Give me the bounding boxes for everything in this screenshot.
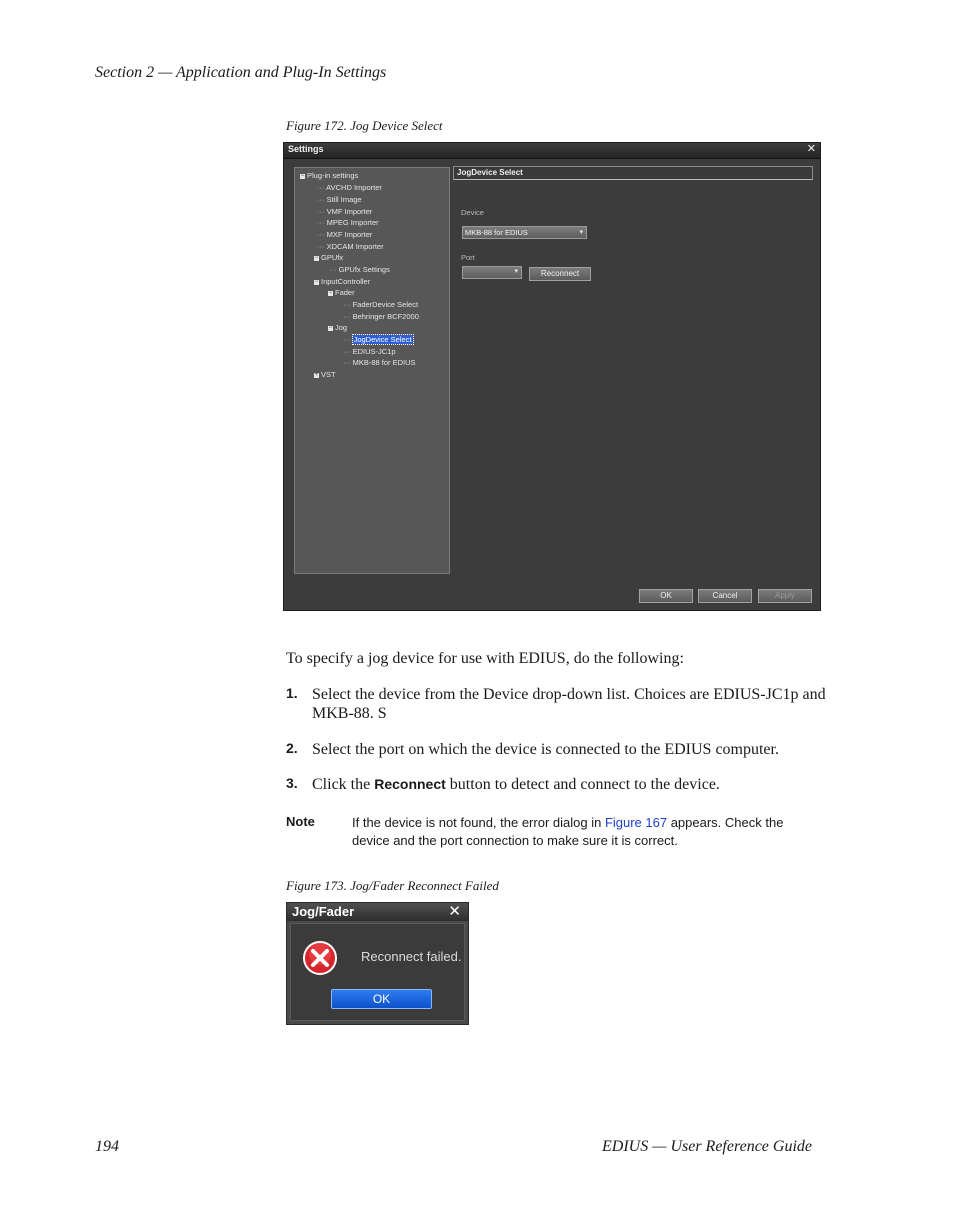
tree-item[interactable]: − Fader xyxy=(328,288,355,297)
tree-item[interactable]: − Plug-in settings xyxy=(300,171,359,180)
port-dropdown[interactable] xyxy=(462,266,522,279)
jog-fader-dialog xyxy=(286,902,469,1025)
section-header: Section 2 — Application and Plug-In Settings xyxy=(95,64,387,81)
tree-item[interactable]: + VST xyxy=(314,370,336,379)
tree-item[interactable]: − InputController xyxy=(314,277,371,286)
tree-item[interactable]: ··· EDIUS-JC1p xyxy=(343,347,396,356)
tree-item[interactable]: ··· Behringer BCF2000 xyxy=(343,312,419,321)
tree-item[interactable]: ··· Still Image xyxy=(317,195,362,204)
reconnect-command: Reconnect xyxy=(374,776,446,792)
tree-item[interactable]: − GPUfx xyxy=(314,253,344,262)
reconnect-button[interactable]: Reconnect xyxy=(529,267,591,281)
ok-button[interactable]: OK xyxy=(331,989,432,1009)
device-dropdown[interactable]: MKB-88 for EDIUS ▾ xyxy=(462,226,587,239)
plus-box-icon[interactable]: + xyxy=(314,372,319,378)
note-text: If the device is not found, the error dialog in Figure 167 appears. Check the device and the port connection to make sure it is correct. xyxy=(352,815,784,848)
panel-header xyxy=(453,166,813,180)
footer-title: EDIUS — User Reference Guide xyxy=(602,1138,813,1155)
minus-box-icon[interactable]: − xyxy=(328,290,333,296)
tree-item[interactable]: ··· MXF Importer xyxy=(317,230,373,239)
chevron-down-icon: ▾ xyxy=(514,268,518,275)
jog-fader-titlebar[interactable] xyxy=(287,903,468,921)
close-icon[interactable]: ✕ xyxy=(448,903,461,920)
error-message: Reconnect failed. xyxy=(361,949,462,964)
minus-box-icon[interactable]: − xyxy=(314,279,319,285)
tree-item[interactable]: ··· MPEG Importer xyxy=(317,218,379,227)
minus-box-icon[interactable]: − xyxy=(300,173,305,179)
port-label: Port xyxy=(461,253,475,262)
minus-box-icon[interactable]: − xyxy=(314,255,319,261)
tree-item[interactable]: ··· VMF Importer xyxy=(317,207,373,216)
jog-fader-title: Jog/Fader xyxy=(292,904,355,919)
plugin-settings-tree xyxy=(294,167,450,574)
chevron-down-icon: ▾ xyxy=(579,229,583,236)
figure-173-caption: Figure 173. Jog/Fader Reconnect Failed xyxy=(286,878,499,893)
tree-item[interactable]: ··· MKB-88 for EDIUS xyxy=(343,358,416,367)
intro-paragraph: To specify a jog device for use with EDIUS, do the following: xyxy=(286,650,684,667)
settings-title: Settings xyxy=(288,144,324,154)
error-x-icon xyxy=(302,940,338,976)
tree-item[interactable]: ··· GPUfx Settings xyxy=(329,265,390,274)
tree-item[interactable]: ··· AVCHD Importer xyxy=(317,183,382,192)
ok-button[interactable]: OK xyxy=(639,589,693,603)
cancel-button[interactable]: Cancel xyxy=(698,589,752,603)
tree-item[interactable]: ··· XDCAM Importer xyxy=(317,242,384,251)
figure-167-link[interactable]: Figure 167 xyxy=(604,815,668,830)
panel-title: JogDevice Select xyxy=(457,168,523,177)
apply-button[interactable]: Apply xyxy=(758,589,812,603)
settings-titlebar[interactable] xyxy=(284,143,820,159)
tree-item-selected[interactable]: ··· JogDevice Select xyxy=(343,335,412,344)
jog-fader-body xyxy=(290,923,465,1021)
close-icon[interactable]: ✕ xyxy=(806,143,816,155)
tree-item[interactable]: ··· FaderDevice Select xyxy=(343,300,419,309)
note-label: Note xyxy=(286,814,315,829)
device-label: Device xyxy=(461,208,484,217)
settings-dialog xyxy=(283,142,821,611)
figure-172-caption: Figure 172. Jog Device Select xyxy=(286,118,443,133)
minus-box-icon[interactable]: − xyxy=(328,325,333,331)
page-number: 194 xyxy=(95,1138,119,1155)
tree-item[interactable]: − Jog xyxy=(328,323,348,332)
